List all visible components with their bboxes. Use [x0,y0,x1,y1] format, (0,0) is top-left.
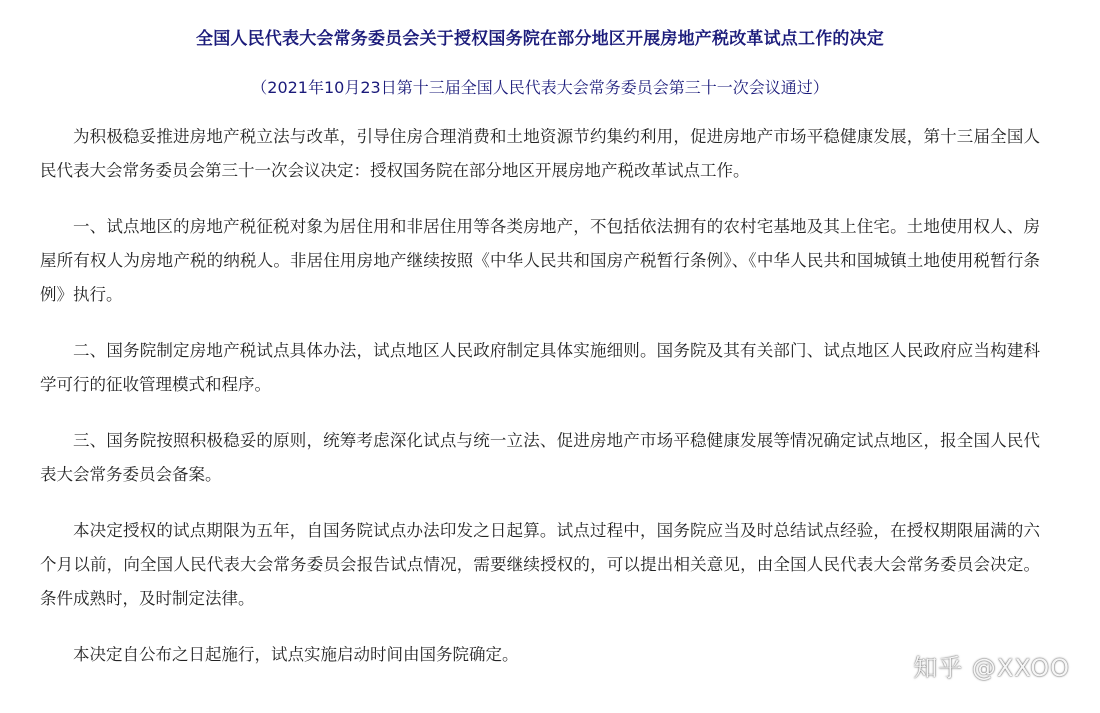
paragraph-effective-date: 本决定自公布之日起施行，试点实施启动时间由国务院确定。 [73,645,519,664]
document-subtitle: （2021年10月23日第十三届全国人民代表大会常务委员会第三十一次会议通过） [251,78,829,97]
document-title: 全国人民代表大会常务委员会关于授权国务院在部分地区开展房地产税改革试点工作的决定 [196,29,884,49]
paragraph-preamble: 为积极稳妥推进房地产税立法与改革，引导住房合理消费和土地资源节约集约利用，促进房地产市场平稳健康发展，第十三届全国人民代表大会常务委员会第三十一次会议决定：授权国务院在部分地区开展房地产税改革试点工作。 [40,127,1040,180]
document [40,24,1040,672]
paragraph-article-1: 一、试点地区的房地产税征税对象为居住用和非居住用等各类房地产，不包括依法拥有的农村宅基地及其上住宅。土地使用权人、房屋所有权人为房地产税的纳税人。非居住用房地产继续按照《中华人民共和国房产税暂行条例》、《中华人民共和国城镇土地使用税暂行条例》执行。 [40,217,1040,304]
paragraph-term: 本决定授权的试点期限为五年，自国务院试点办法印发之日起算。试点过程中，国务院应当及时总结试点经验，在授权期限届满的六个月以前，向全国人民代表大会常务委员会报告试点情况，需要继续授权的，可以提出相关意见，由全国人民代表大会常务委员会决定。条件成熟时，及时制定法律。 [40,521,1040,608]
paragraph-article-2: 二、国务院制定房地产税试点具体办法，试点地区人民政府制定具体实施细则。国务院及其有关部门、试点地区人民政府应当构建科学可行的征收管理模式和程序。 [40,341,1040,394]
paragraph-article-3: 三、国务院按照积极稳妥的原则，统筹考虑深化试点与统一立法、促进房地产市场平稳健康发展等情况确定试点地区，报全国人民代表大会常务委员会备案。 [40,431,1040,484]
zhihu-watermark: 知乎 @XXOO [913,654,1070,682]
